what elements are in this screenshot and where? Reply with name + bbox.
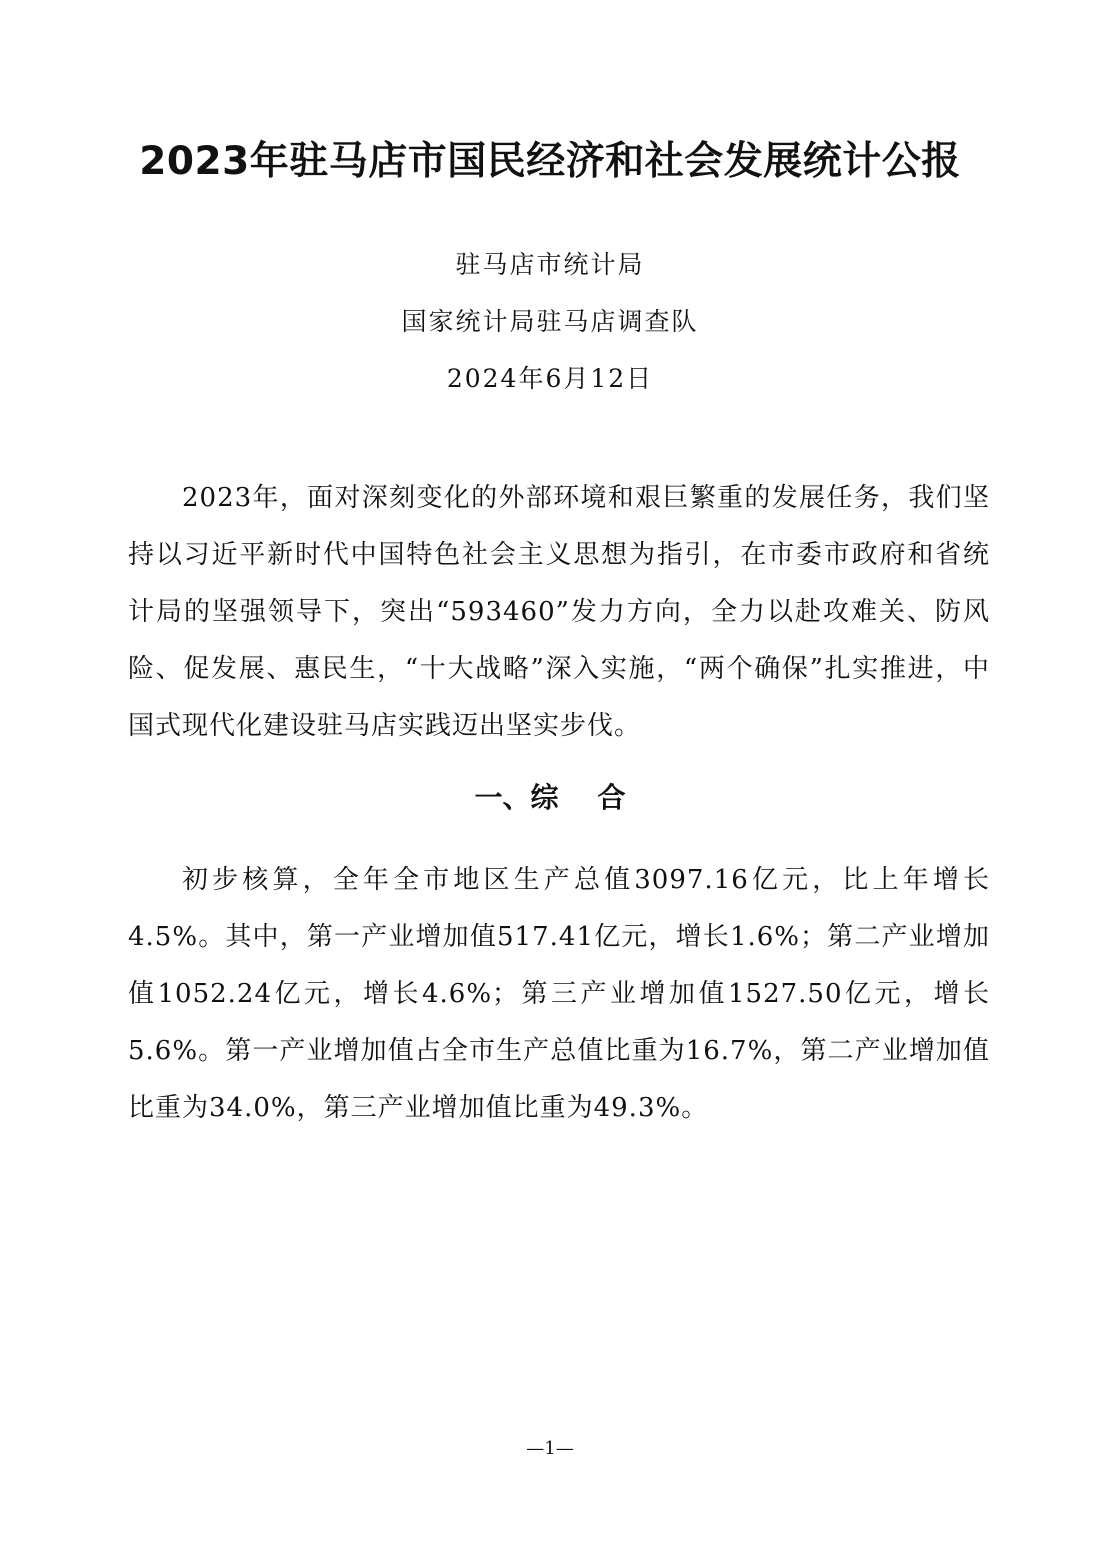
intro-paragraph: 2023年，面对深刻变化的外部环境和艰巨繁重的发展任务，我们坚持以习近平新时代中国特色社会主义思想为指引，在市委市政府和省统计局的坚强领导下，突出“593460”发力方向，全力以赴攻难关、防风险、促发展、惠民生，“十大战略”深入实施，“两个确保”扎实推进，中国式现代化建设驻马店实践迈出坚实步伐。 [128,483,990,741]
issuer-statistics-bureau: 驻马店市统计局 [455,250,645,279]
page-number: —1— [526,1438,574,1459]
overview-paragraph: 初步核算，全年全市地区生产总值3097.16亿元，比上年增长4.5%。其中，第一产业增加值517.41亿元，增长1.6%；第二产业增加值1052.24亿元，增长4.6%；第三产业增加值1527.50亿元，增长5.6%。第一产业增加值占全市生产总值比重为16.7%，第二产业增加值比重为34.0%，第三产业增加值比重为49.3%。 [128,865,990,1123]
section-heading-overview: 一、综 合 [474,781,626,814]
issuer-survey-team: 国家统计局驻马店调查队 [401,307,699,336]
publish-date: 2024年6月12日 [446,364,654,393]
document-title: 2023年驻马店市国民经济和社会发展统计公报 [139,139,961,184]
